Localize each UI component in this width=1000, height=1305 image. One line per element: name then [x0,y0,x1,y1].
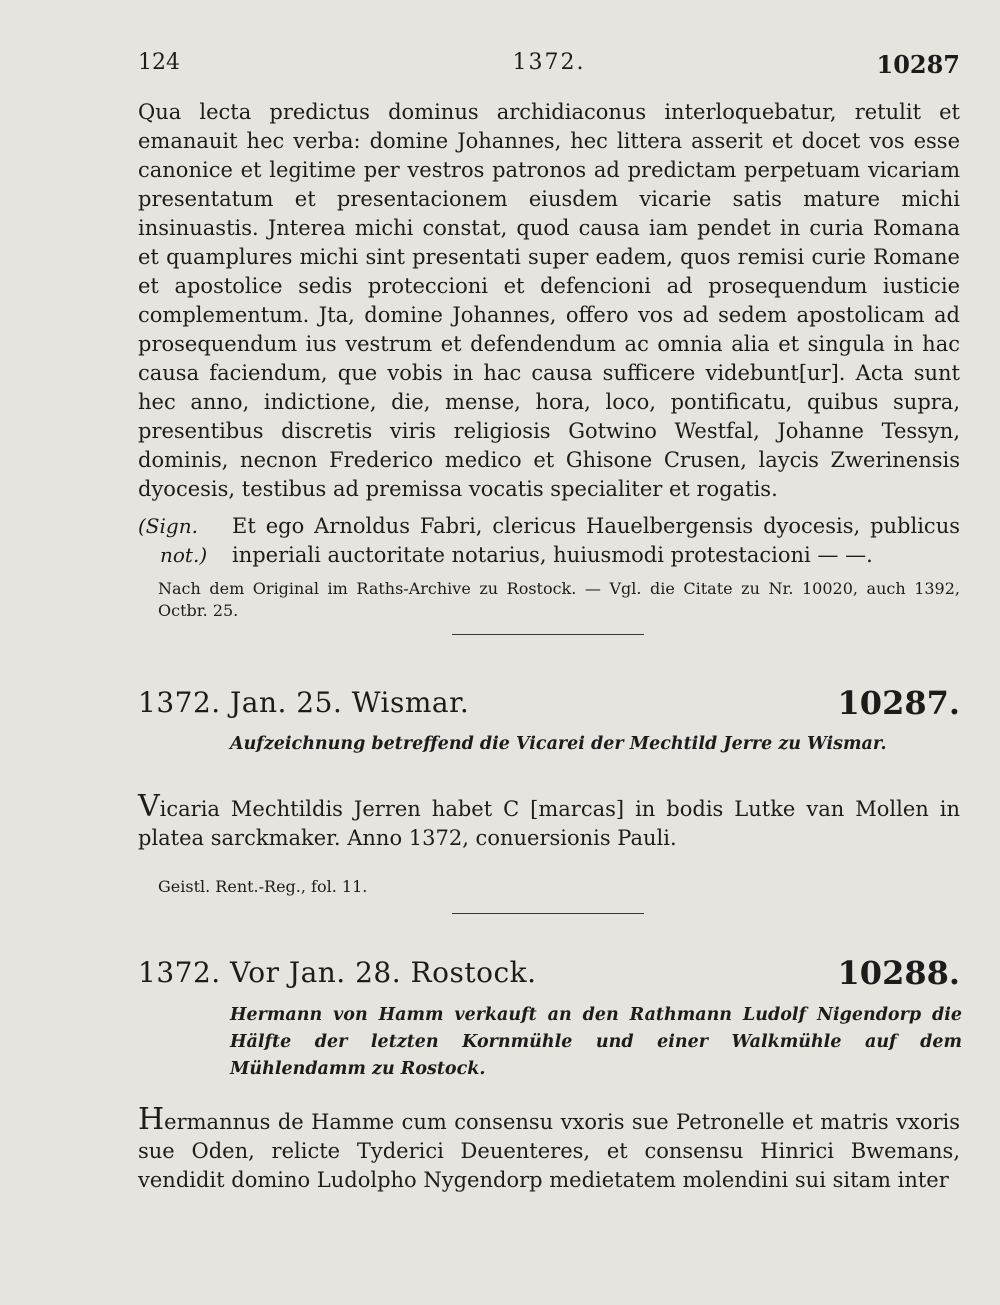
entry-body-10288 [138,1102,960,1195]
page-number: 124 [138,50,180,75]
source-note-1-block [158,578,960,622]
entry-date-10288: 1372. Vor Jan. 28. Rostock. [138,956,537,989]
continued-text: Qua lecta predictus dominus archidiaconus interloquebatur, retulit et emanauit hec verba: domine Johannes, hec littera asserit et docet vos esse canonice et legitime per vestros patronos ad predictam perpetuam vicariam presentatum et presentacionem eiusdem vicarie satis mature michi insinuastis. Jnterea michi constat, quod causa iam pendet in curia Romana et quamplures michi sint presentati super eadem, quos remisi curie Romane et apostolice sedis proteccioni et defencioni ad prosequendum iusticie complementum. Jta, domine Johannes, offero vos ad sedem apostolicam ad prosequendum ius vestrum et defendendum ac omnia alia et singula in hac causa faciendum, que vobis in hac causa sufficere videbunt[ur]. Acta sunt hec anno, indictione, die, mense, hora, loco, pontificatu, quibus supra, presentibus discretis viris religiosis Gotwino Westfal, Johanne Tessyn, dominis, necnon Frederico medico et Ghisone Crusen, laycis Zwerinensis dyocesis, testibus ad premissa vocatis specialiter et rogatis. [138,100,960,501]
page-header [138,50,960,86]
source-note-2: Geistl. Rent.-Reg., fol. 11. [158,877,368,896]
source-note-1: Nach dem Original im Raths-Archive zu Rostock. — Vgl. die Citate zu Nr. 10020, auch 1392, Octbr. 25. [158,579,960,620]
entry-text-10287 [138,789,960,853]
entry-summary-10288: Hermann von Hamm verkauft an den Rathmann Ludolf Nigendorp die Hälfte der letzten Kornmühle und einer Walkmühle auf dem Mühlendamm zu Rostock. [230,1005,962,1079]
entry-number-10287: 10287. [837,684,960,722]
signature-label [138,512,226,570]
running-year: 1372. [512,50,586,75]
signature-text: Et ego Arnoldus Fabri, clericus Hauelbergensis dyocesis, publicus inperiali auctoritate notarius, huiusmodi protestacioni — —. [232,514,960,567]
initial-letter: V [138,789,160,824]
entry-heading-10287 [138,686,960,726]
header-doc-number: 10287 [876,50,960,79]
signature-label-line-1: (Sign. [138,514,198,538]
entry-text-body: icaria Mechtildis Jerren habet C [marcas] in bodis Lutke van Mollen in platea sarckmaker. Anno 1372, conuersionis Pauli. [138,797,960,850]
entry-body-10287 [138,789,960,853]
entry-date-10287: 1372. Jan. 25. Wismar. [138,686,470,719]
separator-rule-1 [452,634,644,635]
entry-number-10288: 10288. [837,954,960,992]
signature-label-line-2: not.) [160,543,208,567]
notary-signature [138,512,960,572]
initial-letter: H [138,1102,165,1137]
entry-summary-10287: Aufzeichnung betreffend die Vicarei der Mechtild Jerre zu Wismar. [230,734,887,754]
entry-heading-10288 [138,956,960,996]
separator-rule-2 [452,913,644,914]
source-note-2-block [158,876,960,898]
entry-text-body: ermannus de Hamme cum consensu vxoris sue Petronelle et matris vxoris sue Oden, relicte Tyderici Deuenteres, et consensu Hinrici Bwemans, vendidit domino Ludolpho Nygendorp medietatem molendini sui sitam inter [138,1110,960,1192]
entry-text-10288 [138,1102,960,1195]
continued-text-block [138,98,960,504]
